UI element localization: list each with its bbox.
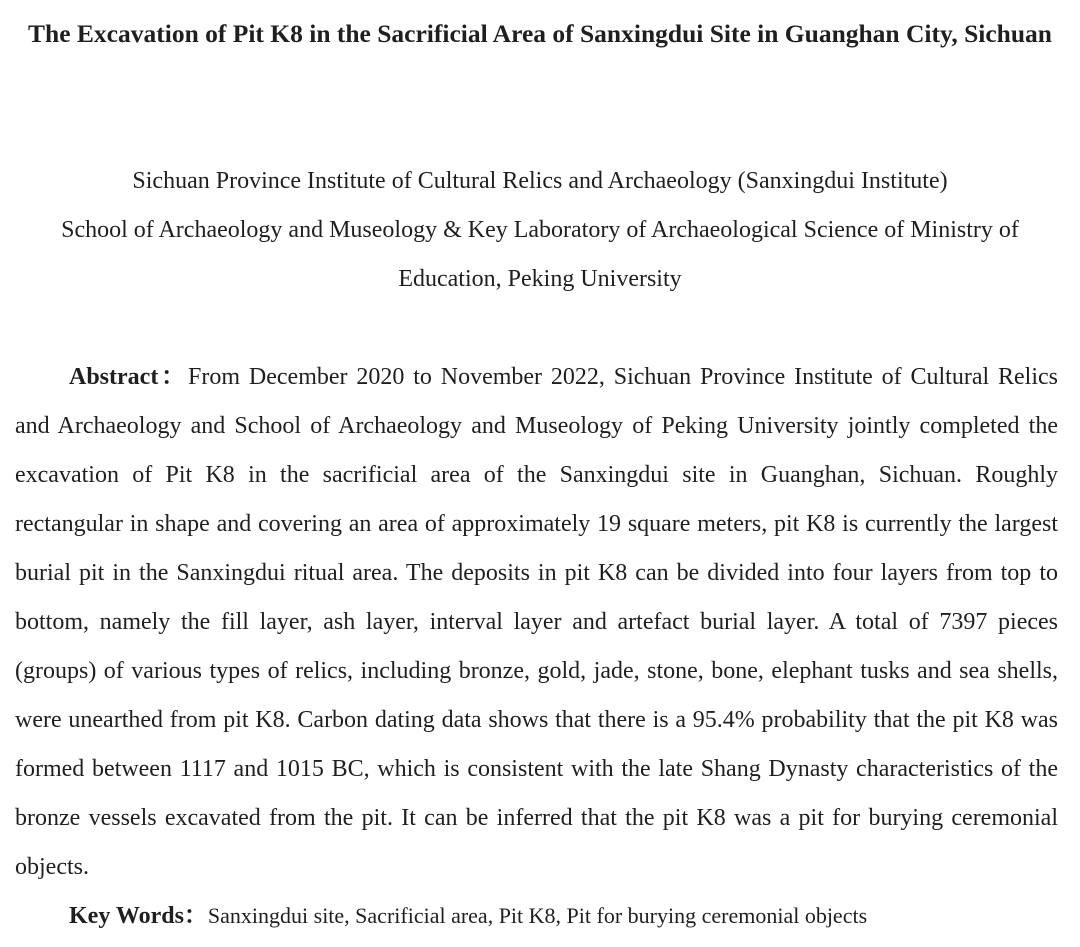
paper-title: The Excavation of Pit K8 in the Sacrificial Area of Sanxingdui Site in Guanghan City, Sichuan: [28, 19, 1052, 48]
keywords-label: Key Words：: [69, 903, 208, 929]
affiliation-peking-university: School of Archaeology and Museology & Key Laboratory of Archaeological Science of Ministry of Education, Peking University: [61, 217, 1019, 292]
abstract-label: Abstract：: [69, 364, 189, 390]
abstract-text: From December 2020 to November 2022, Sichuan Province Institute of Cultural Relics and Archaeology and School of Archaeology and Museology of Peking University jointly completed the excavation of Pit K8 in the sacrificial area of the Sanxingdui site in Guanghan, Sichuan. Roughly rectangular in shape and covering an area of approximately 19 square meters, pit K8 is currently the largest burial pit in the Sanxingdui ritual area. The deposits in pit K8 can be divided into four layers from top to bottom, namely the fill layer, ash layer, interval layer and artefact burial layer. A total of 7397 pieces (groups) of various types of relics, including bronze, gold, jade, stone, bone, elephant tusks and sea shells, were unearthed from pit K8. Carbon dating data shows that there is a 95.4% probability that the pit K8 was formed between 1117 and 1015 BC, which is consistent with the late Shang Dynasty characteristics of the bronze vessels excavated from the pit. It can be inferred that the pit K8 was a pit for burying ceremonial objects.: [15, 364, 1058, 880]
keywords-line: [69, 891, 867, 941]
abstract-paragraph: [15, 353, 1058, 892]
affiliations: [10, 157, 1070, 304]
affiliation-sichuan-institute: Sichuan Province Institute of Cultural Relics and Archaeology (Sanxingdui Institute): [132, 168, 948, 194]
keywords-text: Sanxingdui site, Sacrificial area, Pit K8, Pit for burying ceremonial objects: [207, 903, 868, 928]
